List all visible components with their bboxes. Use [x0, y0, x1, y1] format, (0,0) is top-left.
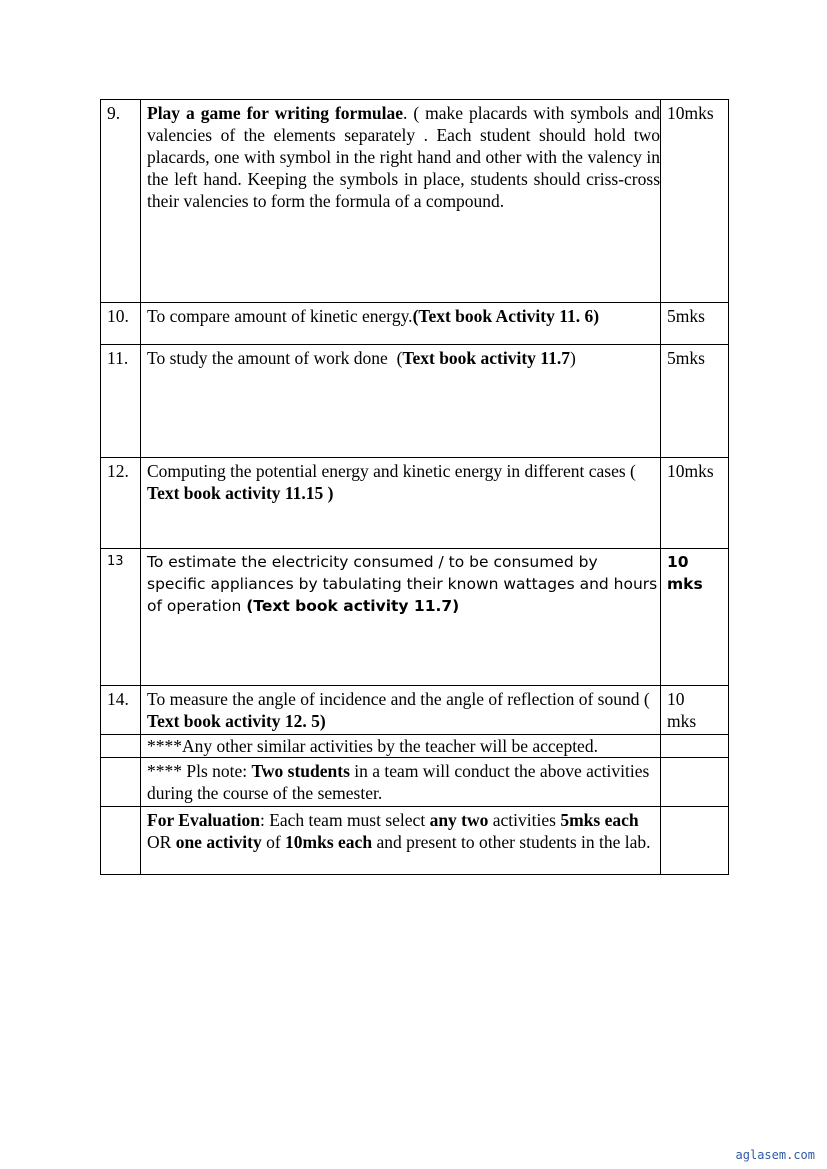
evaluation-text: : Each team must select [259, 810, 430, 830]
activity-text: To estimate the electricity consumed / to be consumed by specific appliances by tabulating their known wattages and hours of operation [147, 553, 658, 615]
activity-description [141, 100, 661, 303]
activity-marks: 10mks [661, 100, 729, 303]
note-team-bold: Two students [251, 761, 350, 781]
activity-marks: 10 mks [661, 686, 729, 735]
activity-text: To compare amount of kinetic energy. [147, 306, 413, 326]
evaluation-text: activities [488, 810, 561, 830]
activity-text: To measure the angle of incidence and the angle of reflection of sound ( [147, 689, 650, 709]
row-number: 14. [101, 686, 141, 735]
table-row [101, 686, 729, 735]
activity-description [141, 345, 661, 458]
evaluation-bold: 10mks each [285, 832, 373, 852]
activity-description [141, 549, 661, 686]
row-number: 10. [101, 303, 141, 345]
note-any-other: ****Any other similar activities by the teacher will be accepted. [141, 735, 661, 758]
row-number: 9. [101, 100, 141, 303]
evaluation-label: For Evaluation [147, 810, 260, 830]
table-row [101, 100, 729, 303]
evaluation-note [141, 807, 661, 875]
activity-reference: Text book activity 11.15 ) [147, 483, 334, 503]
activity-marks: 5mks [661, 345, 729, 458]
activities-table [100, 99, 729, 875]
reference-close-paren: ) [569, 348, 576, 368]
activity-reference: (Text book activity 11.7) [246, 597, 460, 615]
activity-description [141, 686, 661, 735]
note-team-pre: **** Pls note: [147, 761, 252, 781]
note-team [141, 758, 661, 807]
activity-reference: Text book activity 12. 5) [147, 711, 326, 731]
table-row [101, 735, 729, 758]
watermark: aglasem.com [735, 1148, 815, 1162]
row-number: 13 [101, 549, 141, 686]
activity-reference: Text book activity 11.7 [402, 348, 570, 368]
evaluation-text: and present to other students in the lab. [372, 832, 651, 852]
row-number: 12. [101, 458, 141, 549]
activity-marks: 5mks [661, 303, 729, 345]
activity-text: To study the amount of work done [147, 348, 397, 368]
row-number: 11. [101, 345, 141, 458]
table-row [101, 549, 729, 686]
reference-open-paren: ( [396, 348, 403, 368]
activity-text: Computing the potential energy and kinetic energy in different cases ( [147, 461, 636, 481]
activity-description [141, 458, 661, 549]
activity-title: Play a game for writing formulae [147, 103, 404, 123]
activity-marks: 10mks [661, 458, 729, 549]
table-row [101, 758, 729, 807]
evaluation-bold: one activity [175, 832, 262, 852]
evaluation-bold: 5mks each [560, 810, 639, 830]
evaluation-text: OR [147, 832, 176, 852]
activity-description [141, 303, 661, 345]
evaluation-bold: any two [429, 810, 489, 830]
table-row [101, 807, 729, 875]
activity-marks: 10 mks [661, 549, 729, 686]
table-row [101, 458, 729, 549]
activity-reference: (Text book Activity 11. 6) [412, 306, 600, 326]
note-team-post: in a team will conduct the above activities during the course of the semester. [147, 761, 650, 803]
activity-text: . ( make placards with symbols and valencies of the elements separately . Each student should hold two placards, one with symbol in the right hand and other with the valency in the left hand. Keeping the symbols in place, students should criss-cross their valencies to form the formula of a compound. [147, 103, 660, 211]
evaluation-text: of [261, 832, 286, 852]
table-row [101, 345, 729, 458]
table-row [101, 303, 729, 345]
